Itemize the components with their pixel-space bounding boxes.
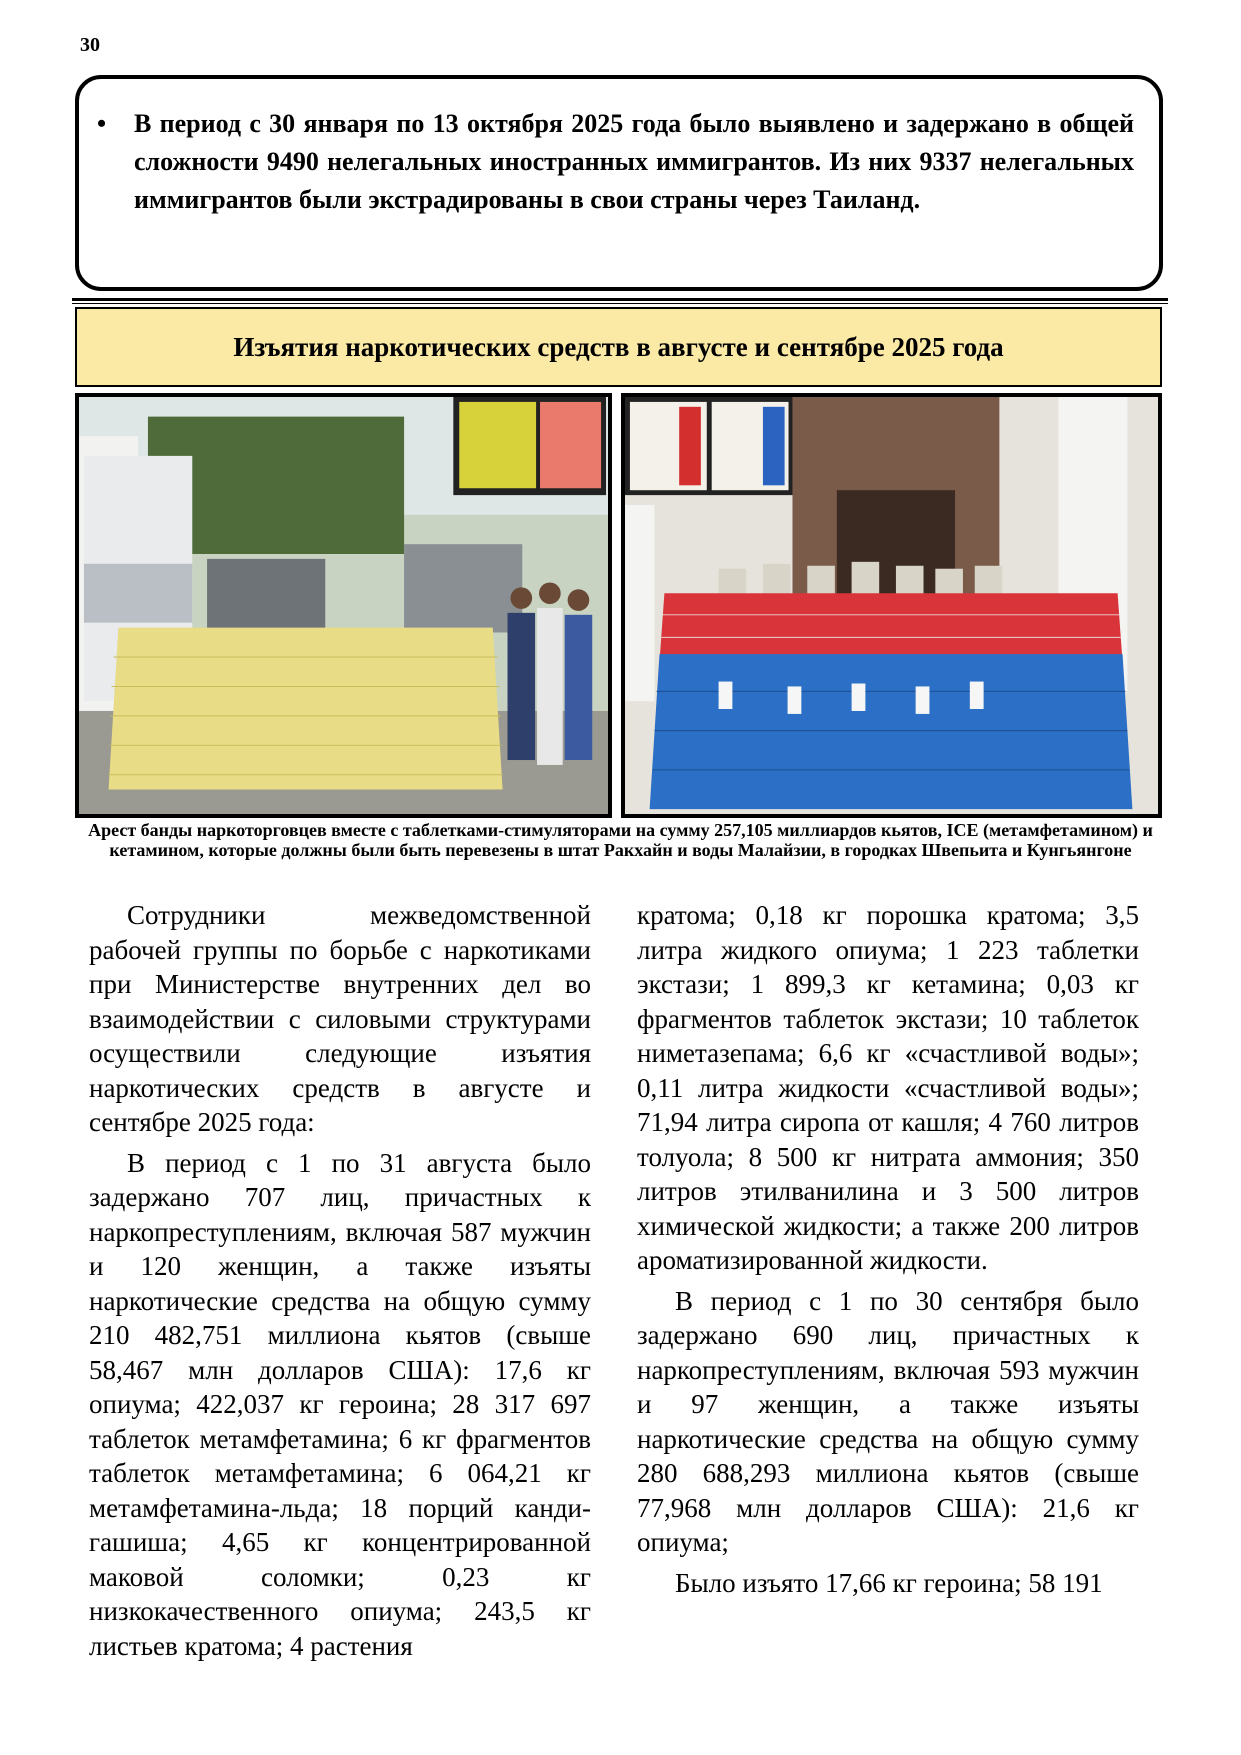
paragraph-heroin: Было изъято 17,66 кг героина; 58 191 <box>675 1567 1103 1598</box>
paragraph-august-continued: кратома; 0,18 кг порошка кратома; 3,5 литра жидкого опиума; 1 223 таблетки экстази; 1 899,3 кг кетамина; 0,03 кг фрагментов таблеток экстази; 10 таблеток ниметазепама; 6,6 кг «счастливой воды»; 0,11 литра жидкости «счастливой воды»; 71,94 литра сиропа от кашля; 4 760 литров толуола; 8 500 кг нитрата аммония; 350 литров этилванилина и 3 500 литров химической жидкости; а также 200 литров ароматизированной жидкости. <box>637 900 1139 1275</box>
seized-stimulant-tablets-photo <box>75 393 612 818</box>
divider-thin <box>72 303 1168 304</box>
divider-thick <box>72 298 1168 301</box>
page-number: 30 <box>80 34 100 56</box>
right-column <box>637 898 1139 1600</box>
seized-ketamine-packs-photo <box>621 393 1162 818</box>
section-title: Изъятия наркотических средств в августе и сентябре 2025 года <box>75 307 1162 387</box>
callout-text: В период с 30 января по 13 октября 2025 года было выявлено и задержано в общей сложности 9490 нелегальных иностранных иммигрантов. Из них 9337 нелегальных иммигрантов были экстрадированы в свои страны через Таиланд. <box>134 109 1134 214</box>
bullet-icon: • <box>97 109 107 138</box>
left-column <box>89 898 591 1663</box>
highlight-callout-box <box>75 75 1163 291</box>
paragraph-september: В период с 1 по 30 сентября было задержано 690 лиц, причастных к наркопреступлениям, включая 593 мужчин и 97 женщин, а также изъяты наркотические средства на общую сумму 280 688,293 миллиона кьятов (свыше 77,968 млн долларов США): 21,6 кг опиума; <box>637 1285 1139 1557</box>
photo-caption: Арест банды наркоторговцев вместе с таблетками-стимуляторами на сумму 257,105 миллиардов кьятов, ICE (метамфетамином) и кетамином, которые должны были быть перевезены в штат Ракхайн и воды Малайзии, в городках Швепьита и Кунгьянгоне <box>88 820 1153 860</box>
paragraph-august: В период с 1 по 31 августа было задержано 707 лиц, причастных к наркопреступлениям, включая 587 мужчин и 120 женщин, а также изъяты наркотические средства на общую сумму 210 482,751 миллиона кьятов (свыше 58,467 млн долларов США): 17,6 кг опиума; 422,037 кг героина; 28 317 697 таблеток метамфетамина; 6 кг фрагментов таблеток метамфетамина; 6 064,21 кг метамфетамина-льда; 18 порций канди-гашиша; 4,65 кг концентрированной маковой соломки; 0,23 кг низкокачественного опиума; 243,5 кг листьев кратома; 4 растения <box>89 1147 591 1661</box>
paragraph-intro: Сотрудники межведомственной рабочей группы по борьбе с наркотиками при Министерстве внутренних дел во взаимодействии с силовыми структурами осуществили следующие изъятия наркотических средств в августе и сентябре 2025 года: <box>89 900 591 1137</box>
